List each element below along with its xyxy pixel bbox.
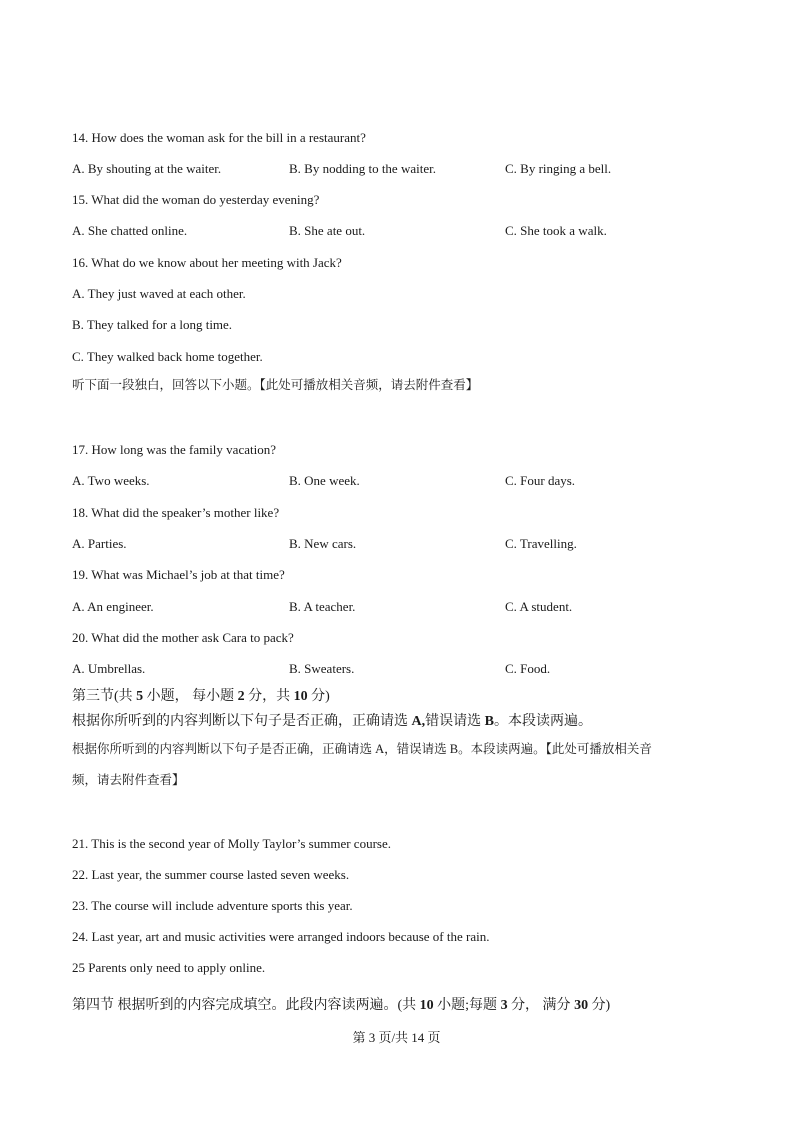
- section-3-audio-note-line1: 根据你所听到的内容判断以下句子是否正确，正确请选 A，错误请选 B。本段读两遍。【此处可播放相关音: [72, 742, 652, 756]
- question-17-stem: 17. How long was the family vacation?: [72, 442, 276, 457]
- q20-option-c: C. Food.: [505, 661, 551, 676]
- q16-option-a: A. They just waved at each other.: [72, 286, 246, 301]
- section-3-title: 第三节(共 5 小题， 每小题 2 分，共 10 分): [72, 689, 330, 704]
- q16-option-c: C. They walked back home together.: [72, 349, 263, 364]
- q18-option-b: B. New cars.: [289, 536, 357, 551]
- statement-21: 21. This is the second year of Molly Taylor’s summer course.: [72, 836, 391, 851]
- q17-option-c: C. Four days.: [505, 473, 576, 488]
- section-3-instruction: 根据你所听到的内容判断以下句子是否正确，正确请选 A,错误请选 B。本段读两遍。: [72, 714, 592, 729]
- q14-option-c: C. By ringing a bell.: [505, 161, 612, 176]
- q18-option-c: C. Travelling.: [505, 536, 577, 551]
- q17-option-b: B. One week.: [289, 473, 360, 488]
- q15-option-b: B. She ate out.: [289, 223, 366, 238]
- q15-option-c: C. She took a walk.: [505, 223, 607, 238]
- question-19-stem: 19. What was Michael’s job at that time?: [72, 567, 285, 582]
- question-16-stem: 16. What do we know about her meeting with Jack?: [72, 255, 342, 270]
- q14-option-b: B. By nodding to the waiter.: [289, 161, 436, 176]
- q20-option-b: B. Sweaters.: [289, 661, 355, 676]
- q19-option-a: A. An engineer.: [72, 599, 154, 614]
- q17-option-a: A. Two weeks.: [72, 473, 150, 488]
- statement-23: 23. The course will include adventure sports this year.: [72, 898, 353, 913]
- q19-option-c: C. A student.: [505, 599, 573, 614]
- question-14-stem: 14. How does the woman ask for the bill in a restaurant?: [72, 130, 366, 145]
- q20-option-a: A. Umbrellas.: [72, 661, 146, 676]
- q16-option-b: B. They talked for a long time.: [72, 317, 233, 332]
- section-4-title: 第四节 根据听到的内容完成填空。此段内容读两遍。(共 10 小题;每题 3 分， 满分 30 分): [72, 998, 611, 1013]
- statement-25: 25 Parents only need to apply online.: [72, 960, 266, 975]
- page-number-footer: 第 3 页/共 14 页: [352, 1030, 441, 1045]
- q14-option-a: A. By shouting at the waiter.: [72, 161, 222, 176]
- statement-24: 24. Last year, art and music activities were arranged indoors because of the rain.: [72, 929, 490, 944]
- q18-option-a: A. Parties.: [72, 536, 127, 551]
- question-20-stem: 20. What did the mother ask Cara to pack?: [72, 630, 294, 645]
- monologue-instruction: 听下面一段独白，回答以下小题。【此处可播放相关音频，请去附件查看】: [72, 378, 479, 392]
- section-3-audio-note-line2: 频，请去附件查看】: [72, 773, 185, 787]
- question-18-stem: 18. What did the speaker’s mother like?: [72, 505, 280, 520]
- statement-22: 22. Last year, the summer course lasted seven weeks.: [72, 867, 350, 882]
- question-15-stem: 15. What did the woman do yesterday evening?: [72, 192, 320, 207]
- q19-option-b: B. A teacher.: [289, 599, 356, 614]
- q15-option-a: A. She chatted online.: [72, 223, 188, 238]
